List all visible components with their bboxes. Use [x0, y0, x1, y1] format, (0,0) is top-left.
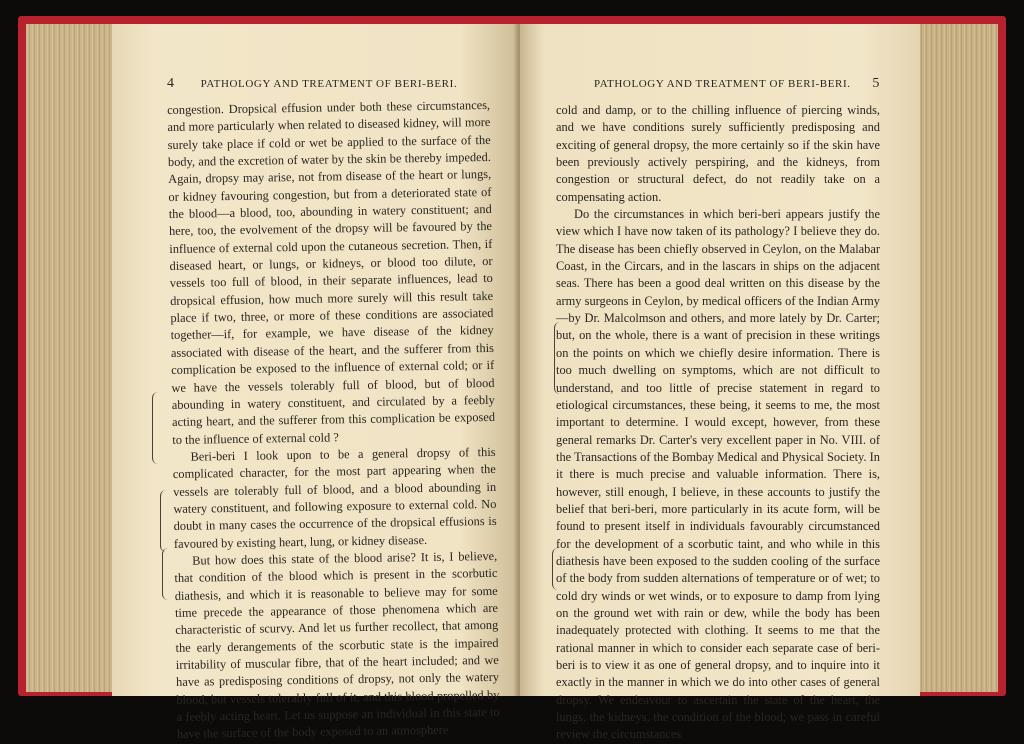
right-page-header: [556, 76, 880, 90]
paragraph: Do the circumstances in which beri-beri appears justify the view which I have now taken of its pathology? I believe they do. The disease has been chiefly observed in Ceylon, on the Malabar Coast, in the Circars, and in the lascars in ships on the adjacent seas. There has been a good deal written on this disease by the army surgeons in Ceylon, by medical officers of the Indian Army—by Dr. Malcolmson and others, and more lately by Dr. Carter; but, on the whole, there is a want of precision in these writings on the points on which we chiefly desire information. There is too much dwelling on symptoms, which are not difficult to understand, and too little of precise statement in regard to etiological circumstances, these being, it seems to me, the most important to determine. I would except, however, from these general remarks Dr. Carter's very excellent paper in No. VIII. of the Transactions of the Bombay Medical and Physical Society. In it there is much precise and valuable information. There is, however, still enough, I believe, in these accounts to justify the belief that beri-beri, more particularly in its acute form, will be found to present itself in individuals favourably circumstanced for the development of a scorbutic taint, and who while in this diathesis have been exposed to the sudden cooling of the surface of the body from sudden alternations of temperature or of wet; to cold dry winds or wet winds, or to exposure to damp from lying on the ground wet with rain or dew, while the body has been inadequately protected with clothing. It seems to me that the rational manner in which to consider each separate case of beri-beri is to view it as one of general dropsy, and to inquire into it exactly in the manner in which we do into other cases of general dropsy. We endeavour to ascertain the state of the heart, the lungs, the kidneys, the condition of the blood; we pass in careful review the circumstances: [556, 207, 880, 742]
page-edges-left: [26, 24, 122, 692]
pencil-margin-mark: [552, 548, 561, 590]
page-number: 4: [167, 76, 175, 91]
paragraph: But how does this state of the blood arise? It is, I believe, that condition of the blood which is present in the scorbutic diathesis, and which it is reasonable to believe may for some time precede the appearance of those phenomena which are characteristic of scurvy. And let us further recollect, that among the early derangements of the scorbutic state is the impaired irritability of muscular fibre, that of the heart included; and we have as predisposing conditions of dropsy, not only the watery blood, but vessels tolerably full of it, and this blood propelled by a feebly acting heart. Let us suppose an individual in this state to have the surface of the body exposed to an atmosphere: [174, 548, 500, 742]
page-number: 5: [872, 76, 880, 91]
left-page-header: [167, 76, 490, 90]
left-page-text: [167, 97, 500, 744]
running-head: PATHOLOGY AND TREATMENT OF BERI-BERI.: [200, 78, 458, 90]
right-page-text: [556, 102, 880, 744]
right-page: [520, 24, 920, 742]
page-edges-right: [918, 24, 998, 692]
pencil-margin-mark: [554, 322, 563, 394]
pencil-margin-mark: [152, 392, 161, 464]
running-head: PATHOLOGY AND TREATMENT OF BERI-BERI.: [594, 78, 851, 90]
pencil-margin-mark: [160, 490, 169, 552]
paragraph: Beri-beri I look upon to be a general dropsy of this complicated character, for the most part appearing when the vessels are tolerably full of blood, and a blood abounding in watery constituent, and following exposure to external cold. No doubt in many cases the occurrence of the dropsical effusions is favoured by existing heart, lung, or kidney disease.: [172, 444, 497, 551]
paragraph: cold and damp, or to the chilling influence of piercing winds, and we have conditions surely sufficiently predisposing and exciting of general dropsy, the more certainly so if the skin have been previously actively perspiring, and the kidneys, from congestion or structural defect, do not readily take on a compensating action.: [556, 103, 880, 204]
pencil-margin-mark: [162, 548, 171, 600]
left-page: [112, 24, 520, 742]
paragraph: congestion. Dropsical effusion under both these circumstances, and more particularly when related to diseased kidney, will more surely take place if cold or wet be applied to the surface of the body, and the excretion of water by the skin be thereby impeded. Again, dropsy may arise, not from disease of the heart or lungs, or kidney favouring congestion, but from a deteriorated state of the blood—a blood, too, abounding in watery constituent; and here, too, the evolvement of the dropsy will be favoured by the influence of external cold upon the cutaneous secretion. Then, if diseased heart, or lungs, or kidneys, or blood too dilute, or vessels too full of blood, in their separate influences, lead to dropsical effusion, how much more surely will this result take place if two, three, or more of these conditions are associated together—if, for example, we have disease of the kidney associated with disease of the heart, and the sufferer from this complication be exposed to the influence of external cold; or if we have the vessels tolerably full of blood, but of blood abounding in watery constituent, and circulated by a feebly acting heart, and the sufferer from this complication be exposed to the influence of external cold ?: [167, 97, 496, 447]
